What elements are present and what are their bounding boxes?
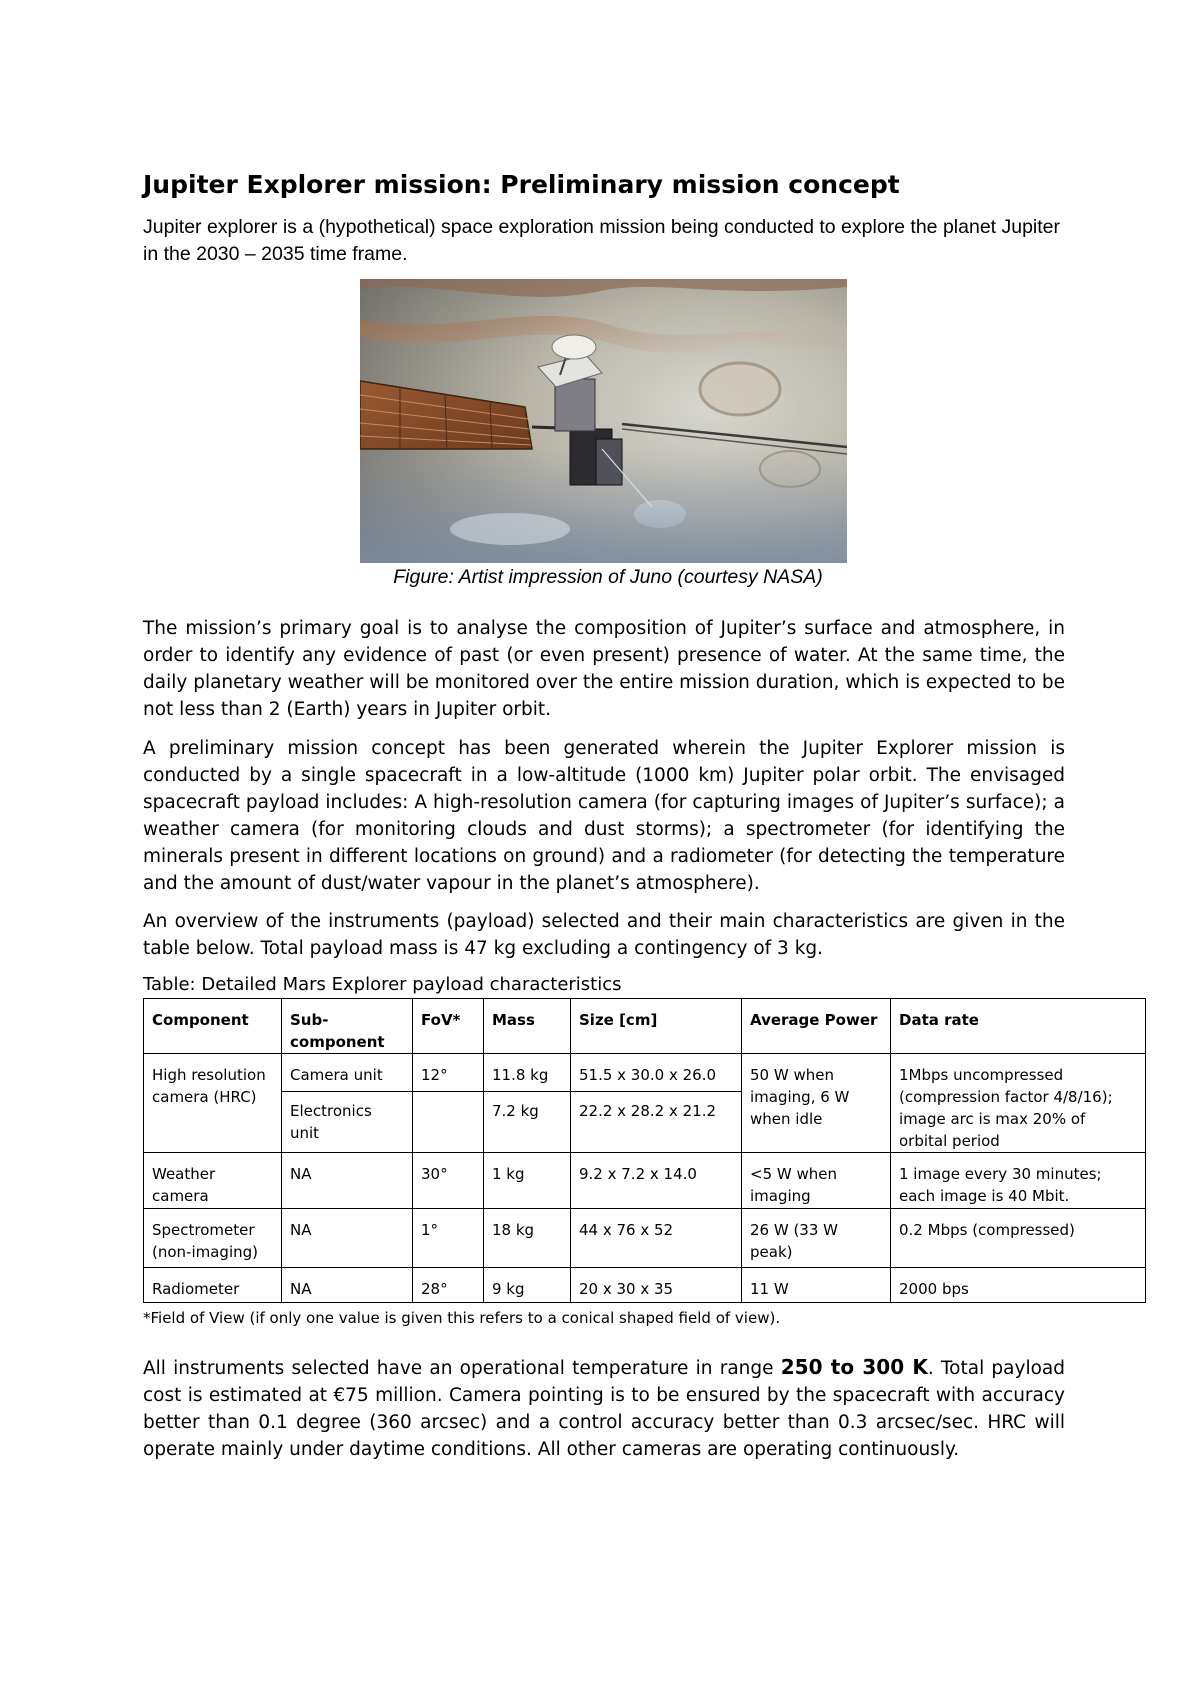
header-cell: Average Power xyxy=(742,999,891,1054)
closing-paragraph xyxy=(143,1354,1065,1463)
overview-paragraph: An overview of the instruments (payload) selected and their main characteristics are given in the table below. Total payload mass is 47 kg excluding a contingency of 3 kg. xyxy=(143,911,1065,959)
table-cell: 30° xyxy=(413,1153,484,1209)
header-cell: FoV* xyxy=(413,999,484,1054)
table-row xyxy=(144,1153,1146,1209)
table-cell: 1Mbps uncompressed (compression factor 4/8/16); image arc is max 20% of orbital period xyxy=(891,1054,1146,1153)
table-caption: Table: Detailed Mars Explorer payload characteristics xyxy=(143,974,622,995)
header-cell: Mass xyxy=(484,999,571,1054)
table-cell: 1 image every 30 minutes; each image is 40 Mbit. xyxy=(891,1153,1146,1209)
figure-caption: Figure: Artist impression of Juno (courtesy NASA) xyxy=(393,566,823,588)
juno-spacecraft-image xyxy=(360,279,847,563)
table-cell: High resolution camera (HRC) xyxy=(144,1054,282,1153)
table-cell: Spectrometer (non-imaging) xyxy=(144,1209,282,1268)
table-cell: 22.2 x 28.2 x 21.2 xyxy=(571,1092,742,1153)
table-cell: 9 kg xyxy=(484,1268,571,1303)
table-cell: <5 W when imaging xyxy=(742,1153,891,1209)
table-cell: Electronics unit xyxy=(282,1092,413,1153)
table-cell: 44 x 76 x 52 xyxy=(571,1209,742,1268)
table-cell: 20 x 30 x 35 xyxy=(571,1268,742,1303)
table-header-row xyxy=(144,999,1146,1054)
table-cell: 7.2 kg xyxy=(484,1092,571,1153)
table-cell: 51.5 x 30.0 x 26.0 xyxy=(571,1054,742,1092)
table-cell: 2000 bps xyxy=(891,1268,1146,1303)
table-cell: 1 kg xyxy=(484,1153,571,1209)
table-row xyxy=(144,1209,1146,1268)
closing-text-rest: . Total payload cost is estimated at €75 million. Camera pointing is to be ensured by the spacecraft with accuracy better than 0.1 degree (360 arcsec) and a control accuracy better than 0.3 arcsec/sec. HRC will operate mainly under daytime conditions. All other cameras are operating continuously. xyxy=(143,1358,1065,1460)
table-cell: 11 W xyxy=(742,1268,891,1303)
table-cell: 11.8 kg xyxy=(484,1054,571,1092)
payload-table xyxy=(143,998,1146,1303)
page-title: Jupiter Explorer mission: Preliminary mission concept xyxy=(143,170,900,199)
table-cell: 0.2 Mbps (compressed) xyxy=(891,1209,1146,1268)
table-cell: 9.2 x 7.2 x 14.0 xyxy=(571,1153,742,1209)
table-cell xyxy=(413,1092,484,1153)
table-cell: NA xyxy=(282,1153,413,1209)
table-row xyxy=(144,1054,1146,1092)
temperature-range: 250 to 300 K xyxy=(780,1355,928,1379)
header-cell: Data rate xyxy=(891,999,1146,1054)
table-cell: NA xyxy=(282,1268,413,1303)
table-cell: 26 W (33 W peak) xyxy=(742,1209,891,1268)
table-cell: NA xyxy=(282,1209,413,1268)
table-cell: Radiometer xyxy=(144,1268,282,1303)
concept-paragraph: A preliminary mission concept has been generated wherein the Jupiter Explorer mission is conducted by a single spacecraft in a low-altitude (1000 km) Jupiter polar orbit. The envisaged spacecraft payload includes: A high-resolution camera (for capturing images of Jupiter’s surface); a weather camera (for monitoring clouds and dust storms); a spectrometer (for identifying the minerals present in different locations on ground) and a radiometer (for detecting the temperature and the amount of dust/water vapour in the planet’s atmosphere). xyxy=(143,738,1065,894)
header-cell: Component xyxy=(144,999,282,1054)
intro-paragraph: Jupiter explorer is a (hypothetical) space exploration mission being conducted to explore the planet Jupiter in the 2030 – 2035 time frame. xyxy=(143,216,1061,265)
table-cell: 12° xyxy=(413,1054,484,1092)
header-cell: Size [cm] xyxy=(571,999,742,1054)
goal-paragraph: The mission’s primary goal is to analyse the composition of Jupiter’s surface and atmosphere, in order to identify any evidence of past (or even present) presence of water. At the same time, the daily planetary weather will be monitored over the entire mission duration, which is expected to be not less than 2 (Earth) years in Jupiter orbit. xyxy=(143,618,1065,720)
table-cell: 18 kg xyxy=(484,1209,571,1268)
table-cell: 28° xyxy=(413,1268,484,1303)
table-cell: Camera unit xyxy=(282,1054,413,1092)
header-cell: Sub-component xyxy=(282,999,413,1054)
table-cell: Weather camera xyxy=(144,1153,282,1209)
table-footnote: *Field of View (if only one value is given this refers to a conical shaped field of view). xyxy=(143,1309,781,1327)
table-row xyxy=(144,1268,1146,1303)
table-cell: 50 W when imaging, 6 W when idle xyxy=(742,1054,891,1153)
table-cell: 1° xyxy=(413,1209,484,1268)
closing-text: All instruments selected have an operational temperature in range xyxy=(143,1358,781,1379)
